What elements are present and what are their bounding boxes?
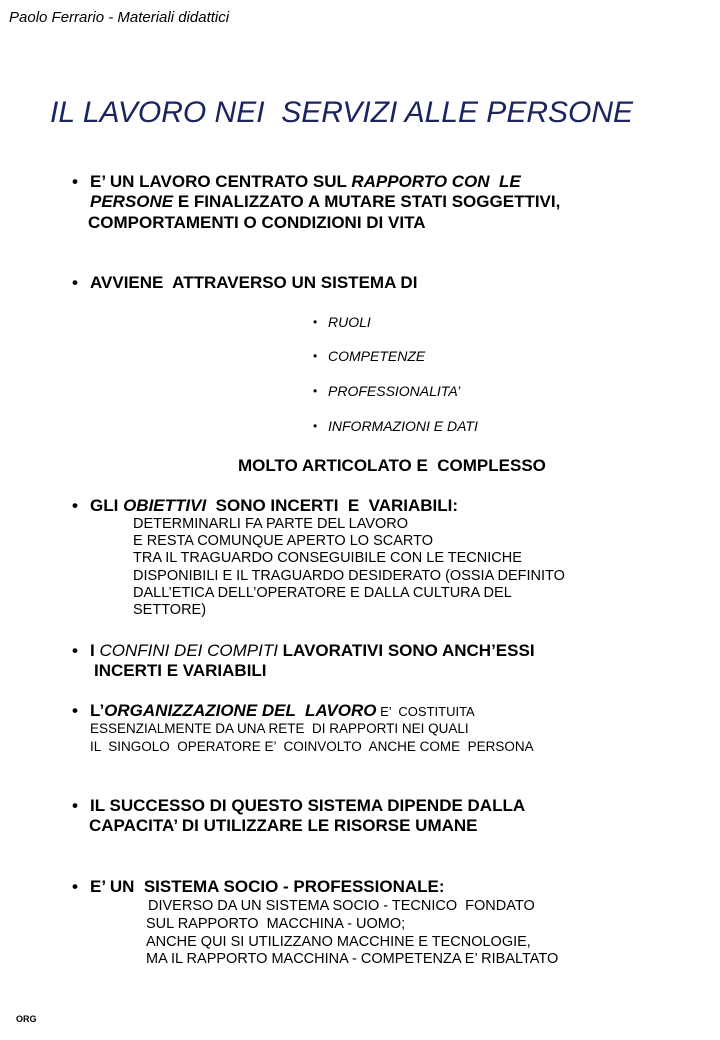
detail-line: ESSENZIALMENTE DA UNA RETE DI RAPPORTI NEI QUALI <box>90 721 469 736</box>
detail-line: MA IL RAPPORTO MACCHINA - COMPETENZA E’ RIBALTATO <box>146 951 559 967</box>
section-line: PERSONE E FINALIZZATO A MUTARE STATI SOGGETTIVI, <box>90 192 561 211</box>
sub-bullet: • <box>313 315 318 329</box>
detail-line: ANCHE QUI SI UTILIZZANO MACCHINE E TECNOLOGIE, <box>146 934 531 950</box>
detail-line: SUL RAPPORTO MACCHINA - UOMO; <box>146 916 406 932</box>
section-line: E’ UN LAVORO CENTRATO SUL RAPPORTO CON LE <box>90 172 521 191</box>
detail-line: TRA IL TRAGUARDO CONSEGUIBILE CON LE TECNICHE <box>133 550 522 566</box>
section-line: GLI OBIETTIVI SONO INCERTI E VARIABILI: <box>90 496 459 515</box>
page-header: Paolo Ferrario - Materiali didattici <box>9 9 230 26</box>
list-item-professionalita: PROFESSIONALITA’ <box>328 383 461 399</box>
bullet: • <box>72 877 78 896</box>
sub-bullet: • <box>313 419 318 433</box>
section-line: L’ORGANIZZAZIONE DEL LAVORO E’ COSTITUITA <box>90 701 475 720</box>
detail-line: DETERMINARLI FA PARTE DEL LAVORO <box>133 516 409 532</box>
bullet: • <box>72 273 78 292</box>
section-line: INCERTI E VARIABILI <box>94 661 267 680</box>
detail-line: DALL’ETICA DELL’OPERATORE E DALLA CULTURA DEL <box>133 585 512 601</box>
conclusion-text: MOLTO ARTICOLATO E COMPLESSO <box>238 456 546 475</box>
sub-bullet: • <box>313 384 318 398</box>
bullet: • <box>72 496 78 515</box>
bullet: • <box>72 641 78 660</box>
section-line: E’ UN SISTEMA SOCIO - PROFESSIONALE: <box>90 877 445 896</box>
detail-line: E RESTA COMUNQUE APERTO LO SCARTO <box>133 533 434 549</box>
sub-bullet: • <box>313 349 318 363</box>
list-item-informazioni: INFORMAZIONI E DATI <box>328 418 478 434</box>
section-line: IL SUCCESSO DI QUESTO SISTEMA DIPENDE DALLA <box>90 796 526 815</box>
list-item-ruoli: RUOLI <box>328 314 371 330</box>
section-line: I CONFINI DEI COMPITI LAVORATIVI SONO ANCH’ESSI <box>90 641 535 660</box>
section-line: COMPORTAMENTI O CONDIZIONI DI VITA <box>88 213 426 232</box>
bullet: • <box>72 796 78 815</box>
section-line: CAPACITA’ DI UTILIZZARE LE RISORSE UMANE <box>89 816 478 835</box>
detail-line: DIVERSO DA UN SISTEMA SOCIO - TECNICO FONDATO <box>148 898 535 914</box>
page-footer: ORG <box>16 1014 37 1024</box>
detail-line: DISPONIBILI E IL TRAGUARDO DESIDERATO (OSSIA DEFINITO <box>133 568 565 584</box>
bullet: • <box>72 172 78 191</box>
bullet: • <box>72 701 78 720</box>
page-title: IL LAVORO NEI SERVIZI ALLE PERSONE <box>50 96 634 129</box>
section-line: AVVIENE ATTRAVERSO UN SISTEMA DI <box>90 273 418 292</box>
list-item-competenze: COMPETENZE <box>328 348 426 364</box>
detail-line: IL SINGOLO OPERATORE E’ COINVOLTO ANCHE COME PERSONA <box>90 739 534 754</box>
detail-line: SETTORE) <box>133 602 207 618</box>
